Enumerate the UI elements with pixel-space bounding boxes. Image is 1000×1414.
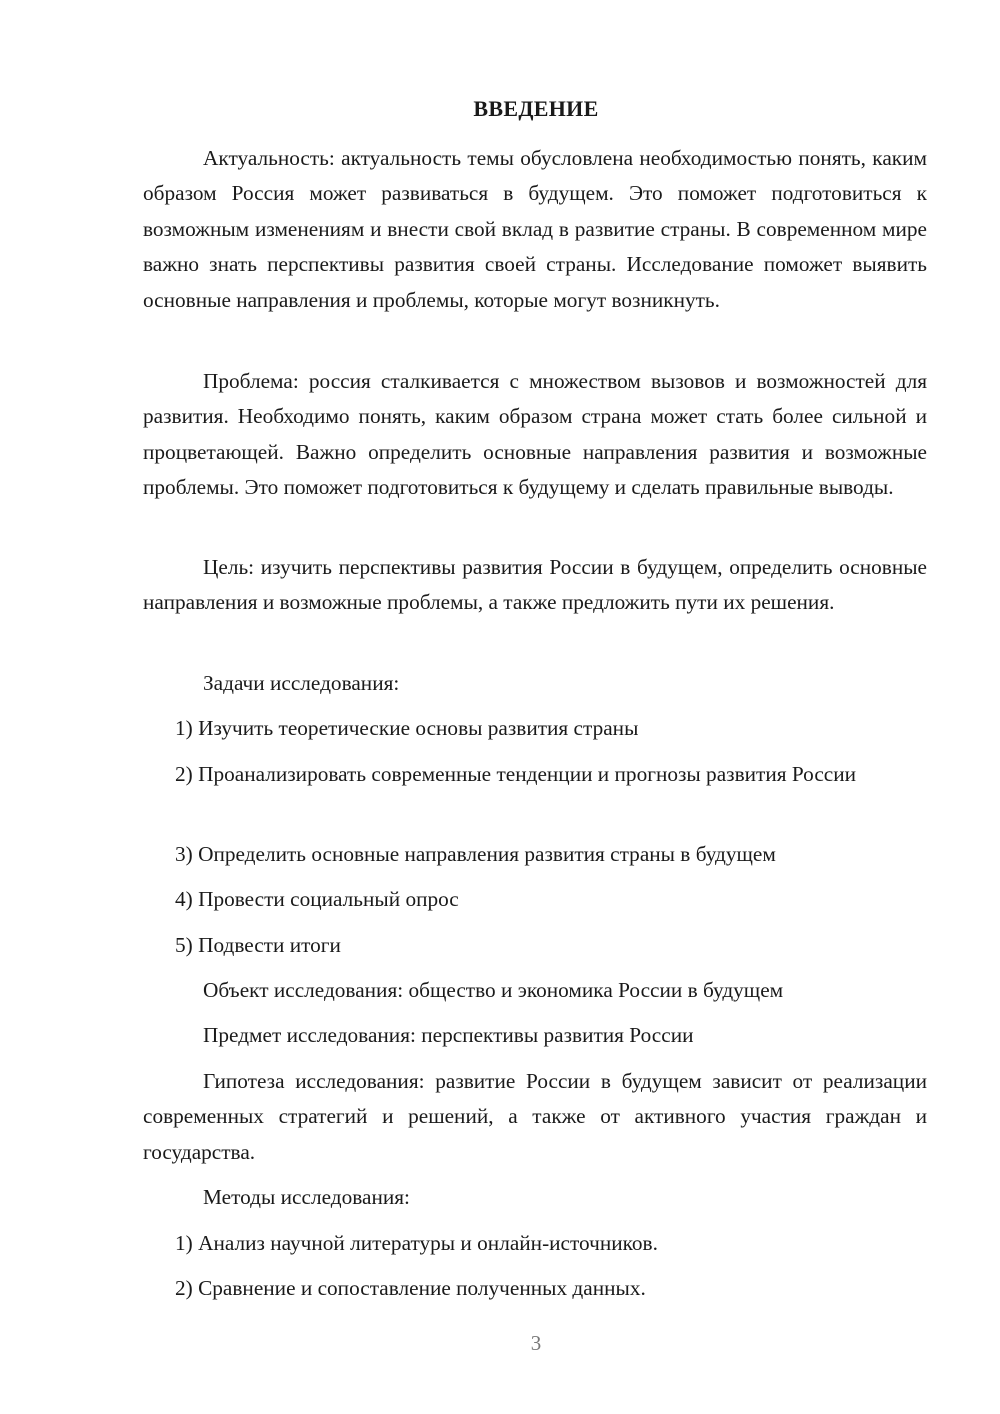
method-item-1: 1) Анализ научной литературы и онлайн-источников. <box>175 1231 658 1255</box>
task-item-4: 4) Провести социальный опрос <box>175 887 459 911</box>
method-item-2: 2) Сравнение и сопоставление полученных данных. <box>175 1276 646 1300</box>
task-item-1: 1) Изучить теоретические основы развития страны <box>175 716 639 740</box>
problem-paragraph: Проблема: россия сталкивается с множеством вызовов и возможностей для развития. Необходимо понять, каким образом страна может стать более сильной и процветающей. Важно определить основные направления развития и возможные проблемы. Это поможет подготовиться к будущему и сделать правильные выводы. <box>143 369 927 500</box>
task-item-5: 5) Подвести итоги <box>175 933 341 957</box>
page-title: ВВЕДЕНИЕ <box>473 96 599 121</box>
hypothesis-paragraph: Гипотеза исследования: развитие России в будущем зависит от реализации современных стратегий и решений, а также от активного участия граждан и государства. <box>143 1069 927 1164</box>
object-paragraph: Объект исследования: общество и экономика России в будущем <box>203 978 784 1002</box>
subject-paragraph: Предмет исследования: перспективы развития России <box>203 1023 694 1047</box>
task-item-2: 2) Проанализировать современные тенденции и прогнозы развития России <box>175 762 857 786</box>
goal-paragraph: Цель: изучить перспективы развития России в будущем, определить основные направления и возможные проблемы, а также предложить пути их решения. <box>143 555 927 615</box>
methods-heading: Методы исследования: <box>203 1185 410 1209</box>
relevance-paragraph: Актуальность: актуальность темы обусловлена необходимостью понять, каким образом Россия может развиваться в будущем. Это поможет подготовиться к возможным изменениям и внести свой вклад в развитие страны. В современном мире важно знать перспективы развития своей страны. Исследование поможет выявить основные направления и проблемы, которые могут возникнуть. <box>143 146 927 312</box>
page-number: 3 <box>530 1331 542 1355</box>
task-item-3: 3) Определить основные направления развития страны в будущем <box>175 842 776 866</box>
tasks-heading: Задачи исследования: <box>203 671 400 695</box>
